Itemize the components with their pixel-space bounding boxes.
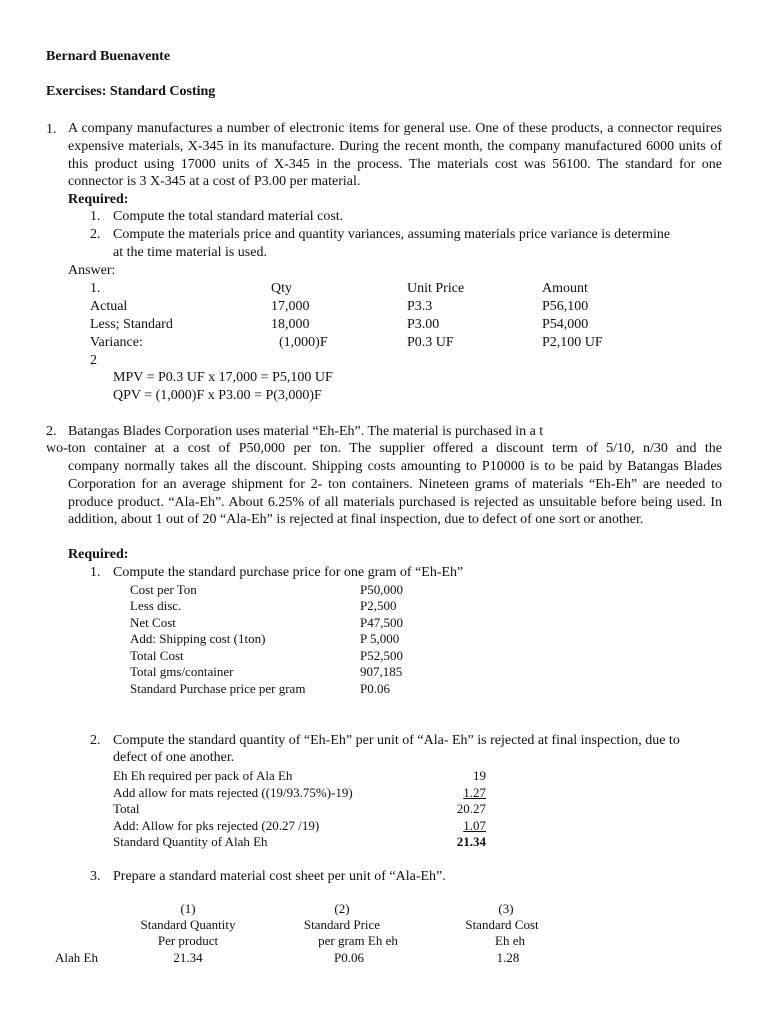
q1-text: A company manufactures a number of electronic items for general use. One of these products, a connector requires expensive materials, X-345 in its manufacture. During the recent month, the company manufactured 6000 units of this product using 17000 units of X-345 in the process. The materials cost was 56100. The standard for one connector is 3 X-345 at a cost of P3.00 per material. bbox=[68, 121, 722, 190]
q1-row-actual-amount: P56,100 bbox=[542, 299, 589, 314]
q2-cost-sheet-col1-value: 21.34 bbox=[173, 950, 203, 965]
q2-qty-row-label: Standard Quantity of Alah Eh bbox=[113, 834, 268, 849]
q1-item-2-text-line2: at the time material is used. bbox=[113, 245, 267, 260]
q2-price-row-label: Total gms/container bbox=[130, 664, 234, 679]
q2-text-body: company normally takes all the discount. Shipping costs amounting to P10000 is to be paid by Batangas Blades Corporation for an average shipment for 2- ton containers. Nineteen grams of materials “Eh-Eh” are needed to produce product. “Ala-Eh”. About 6.25% of all materials purchased is rejected as unsuitable before being used. In addition, about 1 out of 20 “Ala-Eh” is rejected at final inspection, due to defect of one sort or another. bbox=[68, 459, 722, 528]
q2-item-2-text-line2: defect of one another. bbox=[113, 750, 235, 765]
q2-text-line2: wo-ton container at a cost of P50,000 per ton. The supplier offered a discount term of 5/10, n/30 and the bbox=[46, 441, 722, 456]
q2-text-line1: Batangas Blades Corporation uses material “Eh-Eh”. The material is purchased in a t bbox=[68, 424, 544, 439]
q2-qty-row-label: Add: Allow for pks rejected (20.27 /19) bbox=[113, 818, 320, 833]
q2-price-row-value: P 5,000 bbox=[360, 631, 400, 646]
q1-item-1-number: 1. bbox=[90, 209, 101, 224]
q1-row-standard-qty: 18,000 bbox=[271, 317, 310, 332]
q1-row-standard-amount: P54,000 bbox=[542, 317, 589, 332]
q2-price-row-label: Standard Purchase price per gram bbox=[130, 681, 306, 696]
q1-qpv-formula: QPV = (1,000)F x P3.00 = P(3,000)F bbox=[113, 388, 322, 403]
document-title: Exercises: Standard Costing bbox=[46, 84, 216, 99]
q2-price-row-value: P47,500 bbox=[360, 615, 403, 630]
q2-cost-sheet-col2-value: P0.06 bbox=[334, 950, 364, 965]
q2-cost-sheet-col3-subheader: Eh eh bbox=[495, 933, 525, 948]
q2-cost-sheet-col3-value: 1.28 bbox=[496, 950, 520, 965]
q1-item-1-text: Compute the total standard material cost. bbox=[113, 209, 344, 224]
q2-item-2-number: 2. bbox=[90, 733, 101, 748]
q1-required-label: Required: bbox=[68, 192, 129, 207]
q1-row-standard-price: P3.00 bbox=[407, 317, 440, 332]
q1-row-variance-qty: (1,000)F bbox=[279, 335, 328, 350]
q1-row-actual-label: Actual bbox=[90, 299, 128, 314]
q2-price-row-label: Less disc. bbox=[130, 598, 182, 613]
q1-row-standard-label: Less; Standard bbox=[90, 317, 173, 332]
q2-qty-row-value: 1.07 bbox=[463, 818, 486, 833]
q2-price-row-value: P50,000 bbox=[360, 582, 403, 597]
q2-required-label: Required: bbox=[68, 547, 129, 562]
q2-cost-sheet-col1-number: (1) bbox=[180, 901, 196, 916]
q2-price-row-value: P52,500 bbox=[360, 648, 403, 663]
q2-item-1-text: Compute the standard purchase price for one gram of “Eh-Eh” bbox=[113, 565, 464, 580]
q2-price-row-value: 907,185 bbox=[360, 664, 403, 679]
author-name: Bernard Buenavente bbox=[46, 49, 171, 64]
q2-price-row-label: Add: Shipping cost (1ton) bbox=[130, 631, 266, 646]
q2-cost-sheet-col2-number: (2) bbox=[334, 901, 350, 916]
q1-table-header-amount: Amount bbox=[542, 281, 588, 296]
q2-cost-sheet-col1-subheader: Per product bbox=[157, 933, 219, 948]
q2-qty-row-label: Total bbox=[113, 801, 140, 816]
q1-number: 1. bbox=[46, 122, 57, 137]
q2-qty-row-value: 21.34 bbox=[456, 834, 486, 849]
q1-item-2-number: 2. bbox=[90, 227, 101, 242]
q1-row-actual-qty: 17,000 bbox=[271, 299, 310, 314]
q1-row-variance-amount: P2,100 UF bbox=[542, 335, 603, 350]
q2-qty-row-value: 19 bbox=[473, 768, 486, 783]
q2-qty-row-label: Eh Eh required per pack of Ala Eh bbox=[113, 768, 293, 783]
q2-price-row-label: Total Cost bbox=[130, 648, 184, 663]
q1-table-header-unit-price: Unit Price bbox=[407, 281, 465, 296]
q2-cost-sheet-col2-header: Standard Price bbox=[303, 917, 381, 932]
q2-cost-sheet-col3-number: (3) bbox=[498, 901, 514, 916]
q1-answer-label: Answer: bbox=[68, 263, 116, 278]
q1-table-header-part: 1. bbox=[90, 281, 101, 296]
q1-row-variance-label: Variance: bbox=[90, 335, 143, 350]
q2-price-row-value: P0.06 bbox=[360, 681, 390, 696]
q1-item-2-text-line1: Compute the materials price and quantity variances, assuming materials price variance is determine bbox=[113, 227, 671, 242]
q2-price-row-label: Net Cost bbox=[130, 615, 176, 630]
q1-mpv-formula: MPV = P0.3 UF x 17,000 = P5,100 UF bbox=[113, 370, 333, 385]
q1-row-variance-price: P0.3 UF bbox=[407, 335, 454, 350]
q2-cost-sheet-row-label: Alah Eh bbox=[55, 950, 98, 965]
q2-item-3-text: Prepare a standard material cost sheet per unit of “Ala-Eh”. bbox=[113, 869, 446, 884]
q2-item-1-number: 1. bbox=[90, 565, 101, 580]
q2-cost-sheet-col1-header: Standard Quantity bbox=[140, 917, 236, 932]
q2-item-3-number: 3. bbox=[90, 869, 101, 884]
q2-price-row-label: Cost per Ton bbox=[130, 582, 197, 597]
q1-row-actual-price: P3.3 bbox=[407, 299, 433, 314]
q2-cost-sheet-col3-header: Standard Cost bbox=[465, 917, 539, 932]
q2-qty-row-label: Add allow for mats rejected ((19/93.75%)-19) bbox=[113, 785, 353, 800]
q2-item-2-text-line1: Compute the standard quantity of “Eh-Eh” per unit of “Ala- Eh” is rejected at final inspection, due to bbox=[113, 733, 680, 748]
q2-qty-row-value: 1.27 bbox=[463, 785, 486, 800]
q1-part2-number: 2 bbox=[90, 353, 97, 368]
q2-number: 2. bbox=[46, 424, 57, 439]
q2-qty-row-value: 20.27 bbox=[456, 801, 486, 816]
q2-cost-sheet-col2-subheader: per gram Eh eh bbox=[318, 933, 398, 948]
q2-price-row-value: P2,500 bbox=[360, 598, 397, 613]
q1-table-header-qty: Qty bbox=[271, 281, 292, 296]
